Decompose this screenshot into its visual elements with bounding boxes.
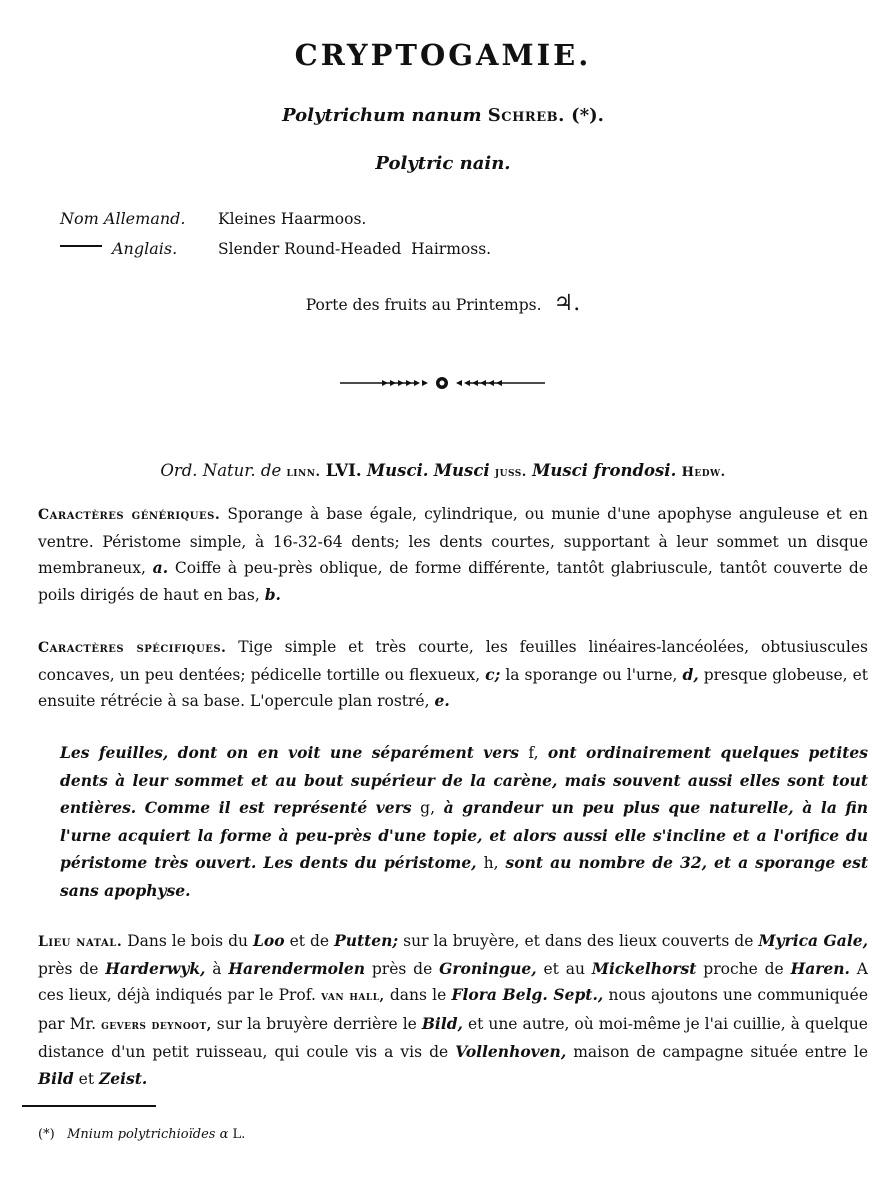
generic-characters-paragraph [38,501,868,608]
plant-name: Myrica Gale, [758,931,868,950]
species-author: Schreb. [487,105,565,126]
place-name: Bild, [421,1013,463,1033]
ditto-dash [60,245,102,247]
footnote-alpha: α [219,1127,229,1142]
footnote-author: L. [232,1127,246,1142]
english-name-row [60,239,491,269]
order-hedw: Hedw. [681,465,726,480]
habitat-text: dans le [384,986,452,1004]
generic-text-a: Sporange à base égale, cylindrique, ou munie d'une apophyse anguleuse et en ventre. Péristome simple, à 16-32-64 dents; les dents courtes, supportant à leur sommet un disque membraneux, [38,505,868,577]
place-name: Bild [38,1068,74,1088]
habitat-text: et une autre, où moi-même je l'ai cuillie, à quelque distance d'un petit ruisseau, qui coule vis a vis de [38,1014,868,1061]
vernacular-names [60,209,491,269]
place-name: Groningue, [439,958,537,978]
order-musci-1: Musci. [366,461,429,480]
natural-order-line [0,461,886,480]
fruiting-line [0,291,886,316]
perennial-symbol: ♃. [553,291,581,316]
order-lead: Ord. Natur. de [160,461,282,480]
order-frondosi: Musci frondosi. [532,461,677,480]
book-title: Flora Belg. Sept., [451,985,604,1004]
footnote-rule [22,1105,156,1107]
place-name: Loo [253,931,285,950]
habitat-text: près de [38,959,106,978]
habitat-paragraph [38,928,868,1092]
place-name: Vollenhoven, [455,1042,567,1061]
specific-text-a: Tige simple et très courte, les feuilles linéaires-lancéolées, obtusiuscules concaves, un peu dentées; pédicelle tortille ou flexueux, [38,638,868,684]
habitat-text: A ces lieux, déjà indiqués par le Prof. [38,959,868,1004]
order-number: LVI. [325,461,362,480]
page-title: CRYPTOGAMIE. [294,38,592,72]
species-name: Polytrichum nanum [282,105,482,126]
description-part-c: à grandeur un peu plus que naturelle, à la fin l'urne acquiert la forme à peu-près d'une topie, et alors aussi elle s'incline et a l'orifice du péristome très ouvert. Les dents du péristome, [60,798,868,872]
specific-text-c: presque globeuse, et ensuite rétrécie à sa base. L'opercule plan rostré, [38,665,869,710]
figure-mark-f: f, [528,744,539,762]
person-name: gevers deynoot, [101,1017,212,1033]
place-name: Haren. [790,958,850,978]
figure-mark-e: e. [434,691,450,710]
person-name: van hall, [321,989,385,1004]
figure-mark-b: b. [264,584,281,604]
order-linn: linn. [286,465,321,480]
place-name: Harendermolen [228,958,366,978]
habitat-text: proche de [696,959,791,978]
ornament-divider [340,373,545,393]
german-name-row [60,209,491,239]
description-part-d: sont au nombre de 32, et a sporange est sans apophyse. [60,853,868,900]
habitat-text: Dans le bois du [122,932,253,950]
place-name: Zeist. [98,1068,148,1088]
specific-text-b: la sporange ou l'urne, [500,665,683,684]
german-value: Kleines Haarmoos. [218,210,367,228]
habitat-text: sur la bruyère derrière le [211,1014,422,1033]
footnote [38,1127,245,1142]
habitat-text: à [205,959,229,978]
habitat-text: sur la bruyère, et dans des lieux couverts de [398,932,759,950]
description-paragraph [60,739,868,904]
figure-mark-g: g, [420,799,436,817]
description-part-a: Les feuilles, dont on en voit une séparément vers [60,743,529,762]
habitat-text: et de [284,932,335,950]
figure-mark-c: c; [485,664,501,684]
generic-text-b: Coiffe à peu-près oblique, de forme différente, tantôt glabriuscule, tantôt couverte de poils dirigés de haut en bas, [38,559,868,604]
habitat-text: près de [365,959,440,978]
description-part-b: ont ordinairement quelques petites dents à leur sommet et au bout supérieur de la carène, mais souvent aussi elles sont tout entières. Comme il est représenté vers [60,743,868,817]
common-name: Polytric nain. [375,153,511,174]
place-name: Mickelhorst [591,958,697,978]
english-value: Slender Round-Headed Hairmoss. [218,240,492,258]
generic-label: Caractères génériques. [38,507,221,523]
order-juss: juss. [494,465,527,480]
order-musci-2: Musci [433,461,490,480]
english-label-cell [60,239,218,258]
figure-mark-a: a. [152,558,169,577]
species-heading [0,105,886,126]
specific-characters-paragraph [38,634,868,715]
footnote-mark: (*) [38,1127,55,1142]
species-note: (*). [571,105,604,126]
footnote-text: Mnium polytrichioïdes [67,1127,216,1142]
habitat-text: et [73,1069,99,1088]
habitat-text: et au [536,959,592,978]
place-name: Harderwyk, [105,958,206,978]
english-label: Anglais. [112,239,178,258]
specific-label: Caractères spécifiques. [38,640,227,656]
figure-mark-h: h, [483,854,499,872]
german-label: Nom Allemand. [60,209,186,228]
habitat-text: nous ajoutons une communiquée par Mr. [38,986,868,1033]
figure-mark-d: d, [682,664,699,684]
place-name: Putten; [334,931,399,950]
habitat-label: Lieu natal. [38,934,123,950]
habitat-text: maison de campagne située entre le [566,1043,869,1061]
fruiting-text: Porte des fruits au Printemps. [305,296,542,314]
